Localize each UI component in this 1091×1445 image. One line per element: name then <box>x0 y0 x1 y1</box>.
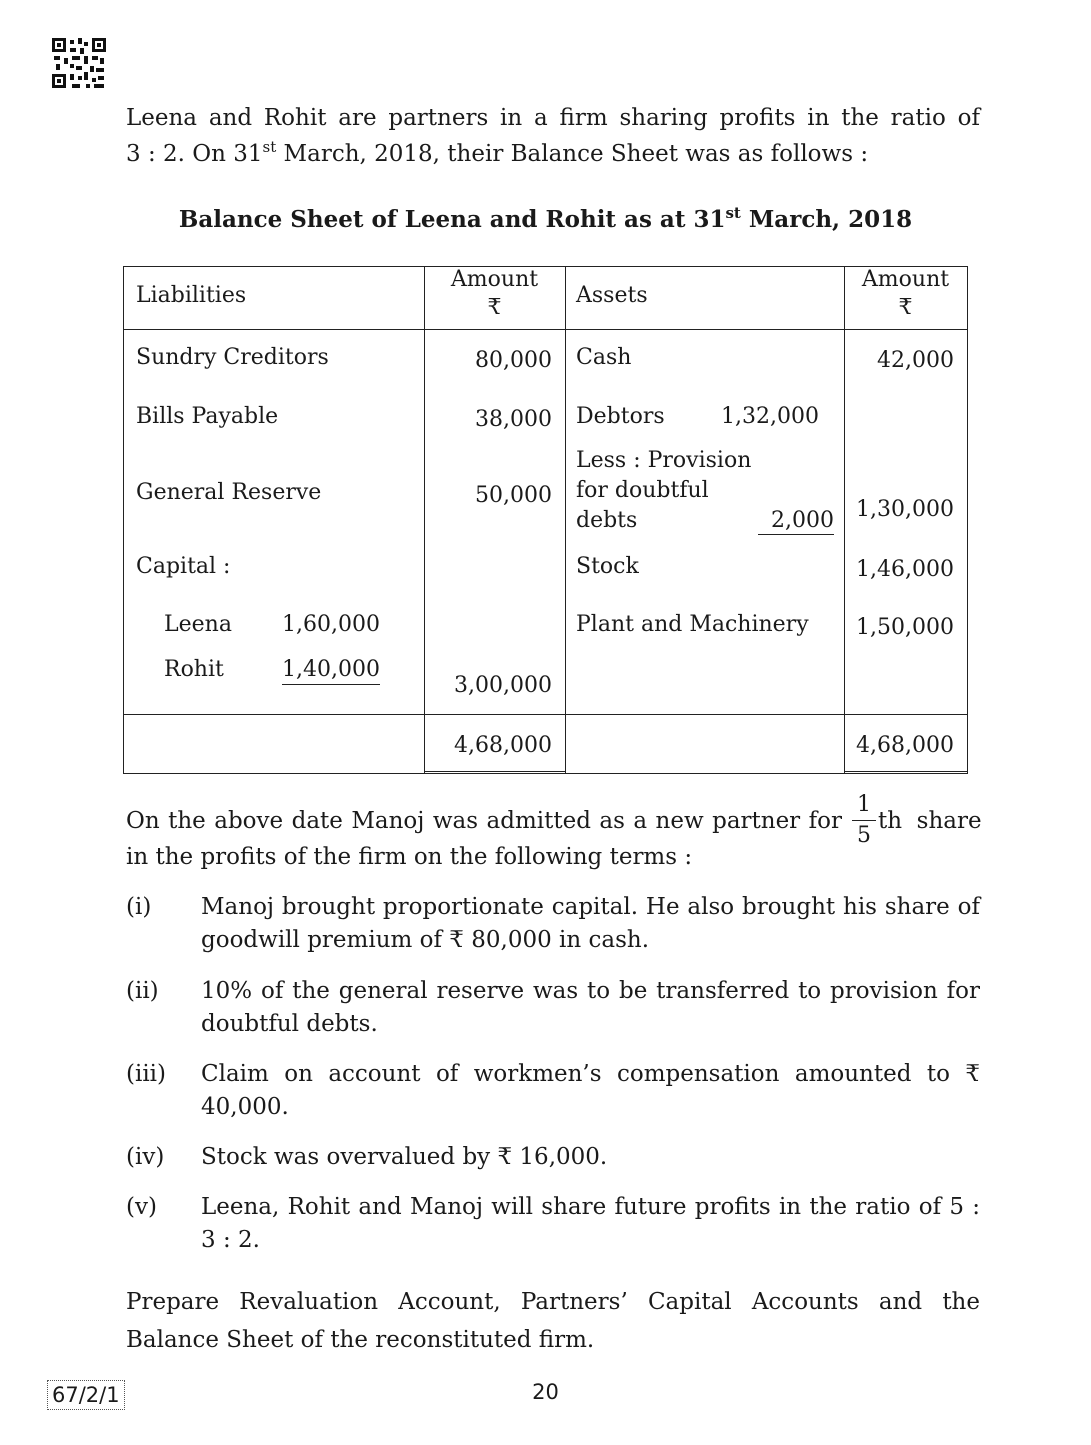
admission-line-1: On the above date Manoj was admitted as a new partner for <box>126 808 842 834</box>
header-liabilities: Liabilities <box>136 283 247 308</box>
header-currency-assets: ₹ <box>898 295 913 320</box>
sundry-creditors-amount: 80,000 <box>475 348 552 373</box>
debtors-gross-amount: 1,32,000 <box>721 404 819 429</box>
assets-total: 4,68,000 <box>856 733 954 758</box>
header-currency-liabilities: ₹ <box>487 295 502 320</box>
debtors-label: Debtors <box>576 404 665 429</box>
total-double-rule-left <box>424 771 565 772</box>
leena-label: Leena <box>164 612 232 637</box>
provision-amount: 2,000 <box>758 508 834 535</box>
less-provision-line-2: for doubtful <box>576 478 709 503</box>
term-text: Claim on account of workmen’s compensation amounted to ₹ 40,000. <box>201 1061 980 1120</box>
header-assets: Assets <box>576 283 648 308</box>
closing-line-1: Prepare Revaluation Account, Partners’ Capital Accounts and the <box>126 1289 980 1315</box>
plant-machinery-amount: 1,50,000 <box>856 615 954 640</box>
bills-payable-amount: 38,000 <box>475 407 552 432</box>
term-number: (iii) <box>126 1061 167 1087</box>
balance-sheet-table <box>123 266 968 774</box>
page-number: 20 <box>532 1380 559 1404</box>
less-provision-line-1: Less : Provision <box>576 448 752 473</box>
term-text: Stock was overvalued by ₹ 16,000. <box>201 1144 608 1170</box>
term-number: (ii) <box>126 978 159 1004</box>
term-text: Manoj brought proportionate capital. He also brought his share of goodwill premium of ₹ 80,000 in cash. <box>201 894 980 953</box>
less-provision-line-3: debts <box>576 508 638 533</box>
general-reserve-label: General Reserve <box>136 480 322 505</box>
admission-line-1-end: th share <box>878 808 982 834</box>
cash-label: Cash <box>576 345 632 370</box>
term-number: (iv) <box>126 1144 165 1170</box>
term-text: Leena, Rohit and Manoj will share future profits in the ratio of 5 : 3 : 2. <box>201 1194 980 1253</box>
sundry-creditors-label: Sundry Creditors <box>136 345 329 370</box>
total-double-rule-right <box>844 771 967 772</box>
debtors-net-amount: 1,30,000 <box>856 497 954 522</box>
bills-payable-label: Bills Payable <box>136 404 279 429</box>
intro-line-2: 3 : 2. On 31st March, 2018, their Balance Sheet was as follows : <box>126 138 869 167</box>
leena-capital-amount: 1,60,000 <box>282 612 380 637</box>
qr-code-icon <box>52 38 106 88</box>
plant-machinery-label: Plant and Machinery <box>576 612 809 637</box>
general-reserve-amount: 50,000 <box>475 483 552 508</box>
balance-sheet-title: Balance Sheet of Leena and Rohit as at 31st March, 2018 <box>178 204 913 233</box>
term-number: (i) <box>126 894 152 920</box>
paper-code: 67/2/1 <box>47 1380 125 1410</box>
fraction-denominator: 5 <box>857 823 871 848</box>
admission-line-2: in the profits of the firm on the following terms : <box>126 844 693 870</box>
term-number: (v) <box>126 1194 157 1220</box>
fraction-numerator: 1 <box>857 792 871 817</box>
closing-line-2: Balance Sheet of the reconstituted firm. <box>126 1327 595 1353</box>
capital-total-amount: 3,00,000 <box>454 673 552 698</box>
cash-amount: 42,000 <box>877 348 954 373</box>
term-text: 10% of the general reserve was to be transferred to provision for doubtful debts. <box>201 978 980 1037</box>
stock-label: Stock <box>576 554 639 579</box>
header-amount-assets: Amount <box>861 267 950 292</box>
intro-line-1: Leena and Rohit are partners in a firm sharing profits in the ratio of <box>126 105 980 131</box>
rohit-label: Rohit <box>164 657 224 682</box>
capital-label: Capital : <box>136 554 231 579</box>
header-amount-liabilities: Amount <box>450 267 539 292</box>
stock-amount: 1,46,000 <box>856 557 954 582</box>
liabilities-total: 4,68,000 <box>454 733 552 758</box>
rohit-capital-amount: 1,40,000 <box>282 657 380 685</box>
